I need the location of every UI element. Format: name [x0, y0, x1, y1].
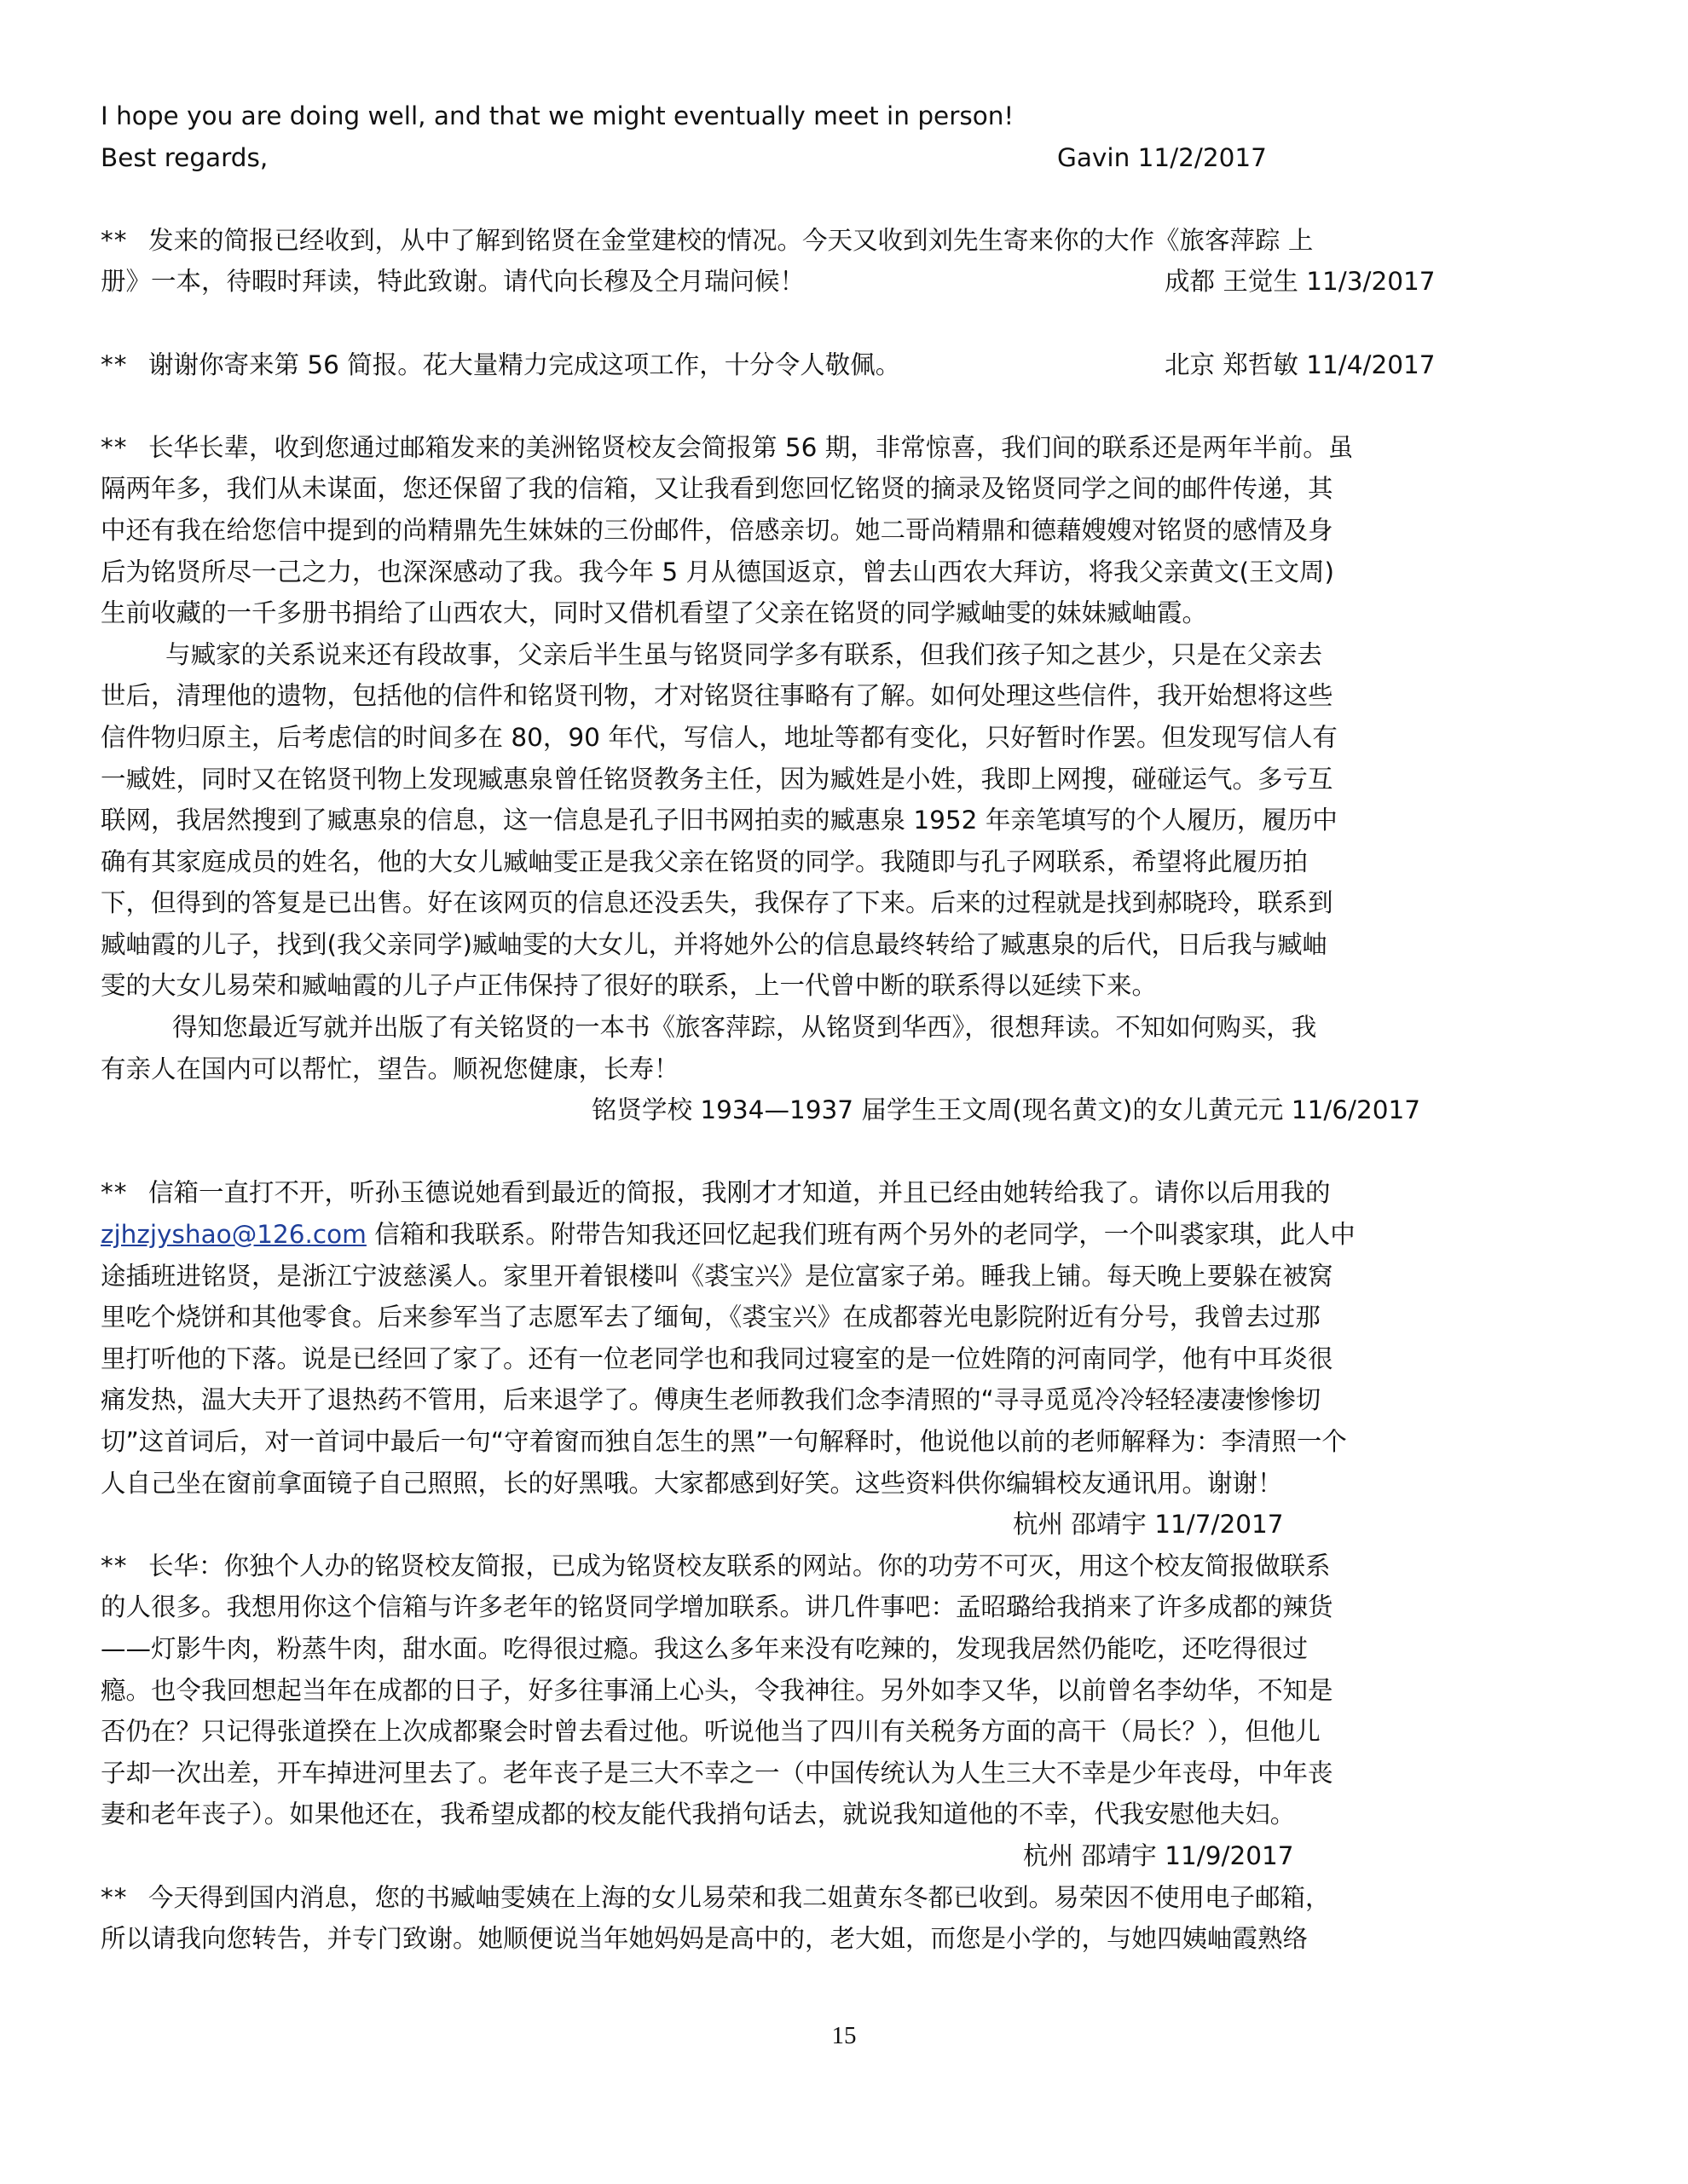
msg3-line: 世后，清理他的遗物，包括他的信件和铭贤刊物，才对铭贤往事略有了解。如何处理这些信件，我开始想将这些: [101, 681, 1333, 711]
gavin-letter-line: I hope you are doing well, and that we might eventually meet in person!: [101, 101, 1015, 130]
msg2-signature: 北京 郑哲敏 11/4/2017: [1165, 350, 1436, 379]
msg3-signature: 铭贤学校 1934—1937 届学生王文周(现名黄文)的女儿黄元元 11/6/2017: [592, 1095, 1421, 1125]
item-marker: **: [101, 432, 128, 462]
msg3-line: 臧岫霞的儿子，找到(我父亲同学)臧岫雯的大女儿，并将她外公的信息最终转给了臧惠泉的后代，日后我与臧岫: [101, 929, 1328, 959]
msg1-line-1: ** 发来的简报已经收到，从中了解到铭贤在金堂建校的情况。今天又收到刘先生寄来你的大作《旅客萍踪 上: [101, 220, 1588, 262]
msg5-signature: 杭州 邵靖宇 11/9/2017: [1023, 1840, 1294, 1870]
msg5-line: 瘾。也令我回想起当年在成都的日子，好多往事涌上心头，令我神往。另外如李又华，以前曾名李幼华，不知是: [101, 1675, 1333, 1705]
msg5-line: ** 长华：你独个人办的铭贤校友简报，已成为铭贤校友联系的网站。你的功劳不可灭，用这个校友简报做联系: [101, 1546, 1588, 1587]
msg5-line: 妻和老年丧子）。如果他还在，我希望成都的校友能代我捎句话去，就说我知道他的不幸，代我安慰他夫妇。: [101, 1800, 1296, 1829]
msg3-line: 确有其家庭成员的姓名，他的大女儿臧岫雯正是我父亲在铭贤的同学。我随即与孔子网联系，希望将此履历拍: [101, 846, 1309, 876]
msg5-line: 否仍在？只记得张道揆在上次成都聚会时曾去看过他。听说他当了四川有关税务方面的高干（局长？），但他儿: [101, 1717, 1321, 1747]
item-marker: **: [101, 1178, 128, 1208]
msg6-line: ** 今天得到国内消息，您的书臧岫雯姨在上海的女儿易荣和我二姐黄东冬都已收到。易荣因不使用电子邮箱，: [101, 1877, 1588, 1919]
msg4-line: zjhzjyshao@126.com 信箱和我联系。附带告知我还回忆起我们班有两个另外的老同学，一个叫裘家琪，此人中: [101, 1220, 1356, 1250]
item-marker: **: [101, 1551, 128, 1580]
msg3-line: 一臧姓，同时又在铭贤刊物上发现臧惠泉曾任铭贤教务主任，因为臧姓是小姓，我即上网搜，碰碰运气。多亏互: [101, 764, 1333, 794]
msg3-line: 隔两年多，我们从未谋面，您还保留了我的信箱，又让我看到您回忆铭贤的摘录及铭贤同学之间的邮件传递，其: [101, 474, 1333, 504]
msg3-line: 有亲人在国内可以帮忙，望告。顺祝您健康，长寿！: [101, 1054, 679, 1083]
item-marker: **: [101, 225, 128, 255]
closing-text: Best regards,: [101, 142, 269, 172]
msg3-line: 生前收藏的一千多册书捐给了山西农大，同时又借机看望了父亲在铭贤的同学臧岫雯的妹妹臧岫霞。: [101, 598, 1208, 628]
msg3-line: 下，但得到的答复是已出售。好在该网页的信息还没丢失，我保存了下来。后来的过程就是找到郝晓玲，联系到: [101, 888, 1333, 918]
msg2-line-1: ** 谢谢你寄来第 56 简报。花大量精力完成这项工作，十分令人敬佩。 北京 郑哲敏 11/4/2017: [101, 344, 1588, 386]
msg5-line: ——灯影牛肉，粉蒸牛肉，甜水面。吃得很过瘾。我这么多年来没有吃辣的，发现我居然仍能吃，还吃得很过: [101, 1633, 1309, 1663]
msg3-line: 与臧家的关系说来还有段故事，父亲后半生虽与铭贤同学多有联系，但我们孩子知之甚少，只是在父亲去: [165, 639, 1323, 669]
msg3-line: 信件物归原主，后考虑信的时间多在 80，90 年代，写信人，地址等都有变化，只好暂时作罢。但发现写信人有: [101, 722, 1338, 752]
msg3-line: 雯的大女儿易荣和臧岫霞的儿子卢正伟保持了很好的联系，上一代曾中断的联系得以延续下来。: [101, 971, 1158, 1001]
msg6-line: 所以请我向您转告，并专门致谢。她顺便说当年她妈妈是高中的，老大姐，而您是小学的，与她四姨岫霞熟络: [101, 1924, 1309, 1954]
msg5-line: 子却一次出差，开车掉进河里去了。老年丧子是三大不幸之一（中国传统认为人生三大不幸是少年丧母，中年丧: [101, 1758, 1333, 1788]
item-marker: **: [101, 1882, 128, 1912]
msg4-signature: 杭州 邵靖宇 11/7/2017: [1013, 1510, 1284, 1540]
msg4-line: 切”这首词后，对一首词中最后一句“守着窗而独自怎生的黑”一句解释时，他说他以前的老师解释为：李清照一个: [101, 1427, 1347, 1456]
msg3-line: 联网，我居然搜到了臧惠泉的信息，这一信息是孔子旧书网拍卖的臧惠泉 1952 年亲笔填写的个人履历，履历中: [101, 806, 1338, 835]
msg4-line: 途插班进铭贤，是浙江宁波慈溪人。家里开着银楼叫《裘宝兴》是位富家子弟。睡我上铺。每天晚上要躲在被窝: [101, 1261, 1333, 1291]
document-page: [101, 95, 1588, 2141]
msg1-line-2: 册》一本，待暇时拜读，特此致谢。请代向长穆及仝月瑞问候！ 成都 王觉生 11/3/2017: [101, 261, 1588, 303]
msg3-line: 后为铭贤所尽一己之力，也深深感动了我。我今年 5 月从德国返京，曾去山西农大拜访，将我父亲黄文(王文周): [101, 557, 1335, 586]
gavin-closing-line: [101, 137, 1588, 179]
msg3-line: 中还有我在给您信中提到的尚精鼎先生妹妹的三份邮件，倍感亲切。她二哥尚精鼎和德藉嫂嫂对铭贤的感情及身: [101, 515, 1333, 545]
msg1-signature: 成都 王觉生 11/3/2017: [1165, 267, 1436, 297]
item-marker: **: [101, 350, 128, 379]
gavin-signature: Gavin 11/2/2017: [1057, 142, 1267, 172]
email-link[interactable]: zjhzjyshao@126.com: [101, 1220, 367, 1250]
msg4-line: 痛发热，温大夫开了退热药不管用，后来退学了。傅庚生老师教我们念李清照的“寻寻觅觅冷冷轻轻凄凄惨惨切: [101, 1385, 1321, 1415]
msg4-line: 人自己坐在窗前拿面镜子自己照照，长的好黑哦。大家都感到好笑。这些资料供你编辑校友通讯用。谢谢！: [101, 1468, 1283, 1498]
msg3-line: 得知您最近写就并出版了有关铭贤的一本书《旅客萍踪，从铭贤到华西》，很想拜读。不知如何购买，我: [172, 1013, 1317, 1043]
msg5-line: 的人很多。我想用你这个信箱与许多老年的铭贤同学增加联系。讲几件事吧：孟昭璐给我捎来了许多成都的辣货: [101, 1592, 1333, 1622]
msg4-line: 里打听他的下落。说是已经回了家了。还有一位老同学也和我同过寝室的是一位姓隋的河南同学，他有中耳炎很: [101, 1343, 1333, 1373]
msg4-line: 里吃个烧饼和其他零食。后来参军当了志愿军去了缅甸，《裘宝兴》在成都蓉光电影院附近有分号，我曾去过那: [101, 1303, 1321, 1332]
msg4-line: ** 信箱一直打不开，听孙玉德说她看到最近的简报，我刚才才知道，并且已经由她转给我了。请你以后用我的: [101, 1172, 1588, 1214]
msg3-line: ** 长华长辈，收到您通过邮箱发来的美洲铭贤校友会简报第 56 期，非常惊喜，我们间的联系还是两年半前。虽: [101, 427, 1588, 469]
page-number: 15: [831, 2022, 857, 2049]
